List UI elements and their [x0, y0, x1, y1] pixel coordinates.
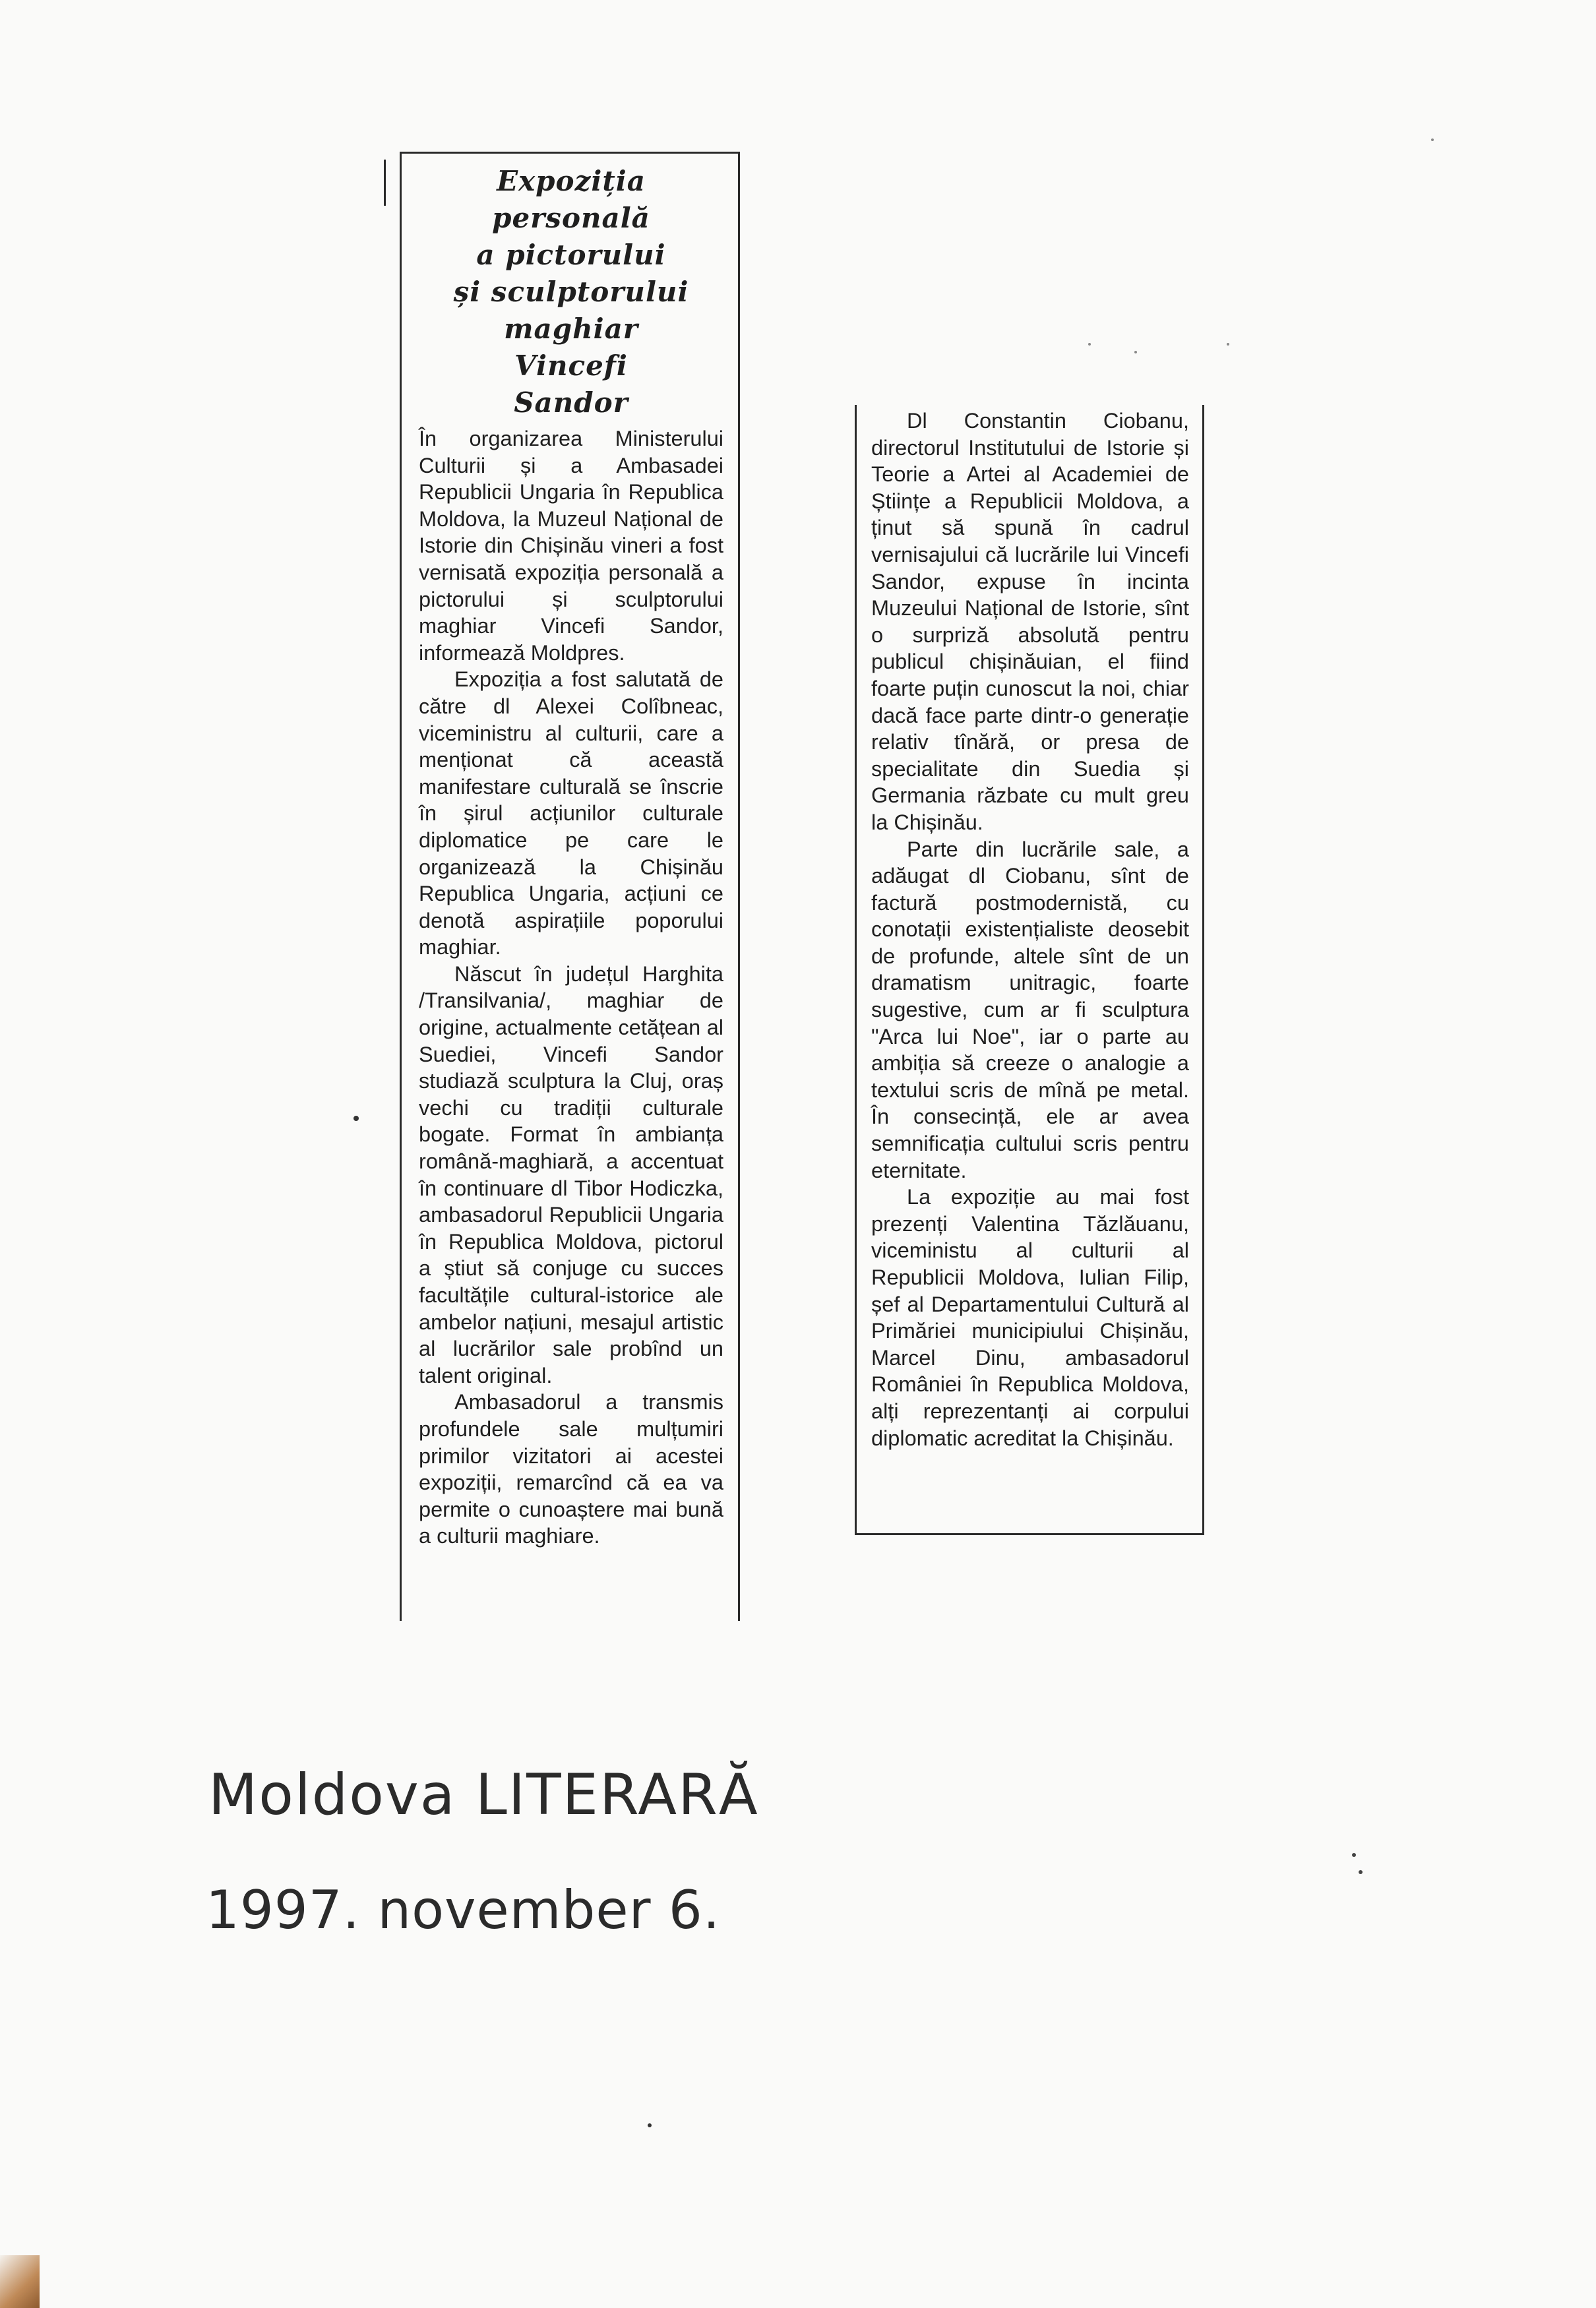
title-line: Sandor: [514, 386, 629, 419]
paper-speck: [1431, 138, 1434, 141]
article-paragraph: Expoziția a fost salutată de către dl Alexei Colîbneac, viceministru al culturii, care a menționat că această manifestare culturală se înscrie în șirul acțiunilor culturale diplomatice pe care le organizează la Chișinău Republica Ungaria, acțiuni ce denotă aspirațiile poporului maghiar.: [419, 667, 723, 959]
article-title: [419, 163, 723, 421]
article-column-right: [855, 405, 1204, 1535]
paper-speck: [1352, 1853, 1356, 1857]
title-line: maghiar: [504, 313, 638, 345]
title-line: și sculptorului: [453, 276, 689, 308]
article-paragraph: Ambasadorul a transmis profundele sale mulțumiri primilor vizitatori ai acestei expoziții, remarcînd că ea va permite o cunoaștere mai bună a culturii maghiare.: [419, 1390, 723, 1548]
paper-speck: [1088, 343, 1091, 346]
ink-dot: [648, 2123, 652, 2127]
article-paragraph: Dl Constantin Ciobanu, directorul Institutului de Istorie și Teorie a Artei al Academiei de Științe a Republicii Moldova, a ținut să spună în cadrul vernisajului că lucrările lui Vincefi Sandor, expuse în incinta Muzeului Național de Istorie, sînt o surpriză absolută pentru publicul chișinăuian, el fiind foarte puțin cunoscut la noi, chiar dacă face parte dintr-o generație relativ tînără, or presa de specialitate din Suedia și Germania răzbate cu mult greu la Chișinău.: [871, 409, 1189, 834]
paper-speck: [1359, 1870, 1363, 1874]
scan-corner-edge: [0, 2255, 40, 2308]
column-rule: [384, 160, 386, 206]
title-line: personală: [492, 202, 650, 234]
article-paragraph: În organizarea Ministerului Culturii și a Ambasadei Republicii Ungaria în Republica Moldova, la Muzeul Național de Istorie din Chișinău vineri a fost vernisată expoziția personală a pictorului și sculptorului maghiar Vincefi Sandor, informează Moldpres.: [419, 427, 723, 665]
handwritten-source: Moldova LITERARĂ: [208, 1762, 759, 1828]
title-line: Expoziția: [497, 165, 646, 197]
handwritten-date: 1997. november 6.: [206, 1879, 721, 1941]
article-column-left: [400, 152, 740, 1621]
title-line: a pictorului: [476, 239, 666, 271]
article-paragraph: Născut în județul Harghita /Transilvania/, maghiar de origine, actualmente cetățean al Suediei, Vincefi Sandor studiază sculptura la Cluj, oraș vechi cu tradiții culturale bogate. Format în ambianța română-maghiară, a accentuat în continuare dl Tibor Hodiczka, ambasadorul Republicii Ungaria în Republica Moldova, pictorul a știut să conjuge cu succes facultățile cultural-istorice ale ambelor națiuni, mesajul artistic al lucrărilor sale probînd un talent original.: [419, 961, 723, 1387]
article-paragraph: Parte din lucrările sale, a adăugat dl Ciobanu, sînt de factură postmodernistă, cu conotații existențialiste deosebit de profunde, altele sînt de un dramatism unitragic, foarte sugestive, cum ar fi sculptura "Arca lui Noe", iar o parte au ambiția să creeze o analogie a textului scris de mînă pe metal. În consecință, ele ar avea semnificația cultului scris pentru eternitate.: [871, 837, 1189, 1182]
article-paragraph: La expoziție au mai fost prezenți Valentina Tăzlăuanu, viceministu al culturii al Republicii Moldova, Iulian Filip, șef al Departamentului Cultură al Primăriei municipiului Chișinău, Marcel Dinu, ambasadorul României în Republica Moldova, alți reprezentanți ai corpului diplomatic acreditat la Chișinău.: [871, 1185, 1189, 1450]
title-line: Vincefi: [514, 349, 628, 382]
paper-speck: [1134, 351, 1137, 353]
paper-speck: [1227, 343, 1229, 346]
ink-dot: [353, 1116, 359, 1121]
